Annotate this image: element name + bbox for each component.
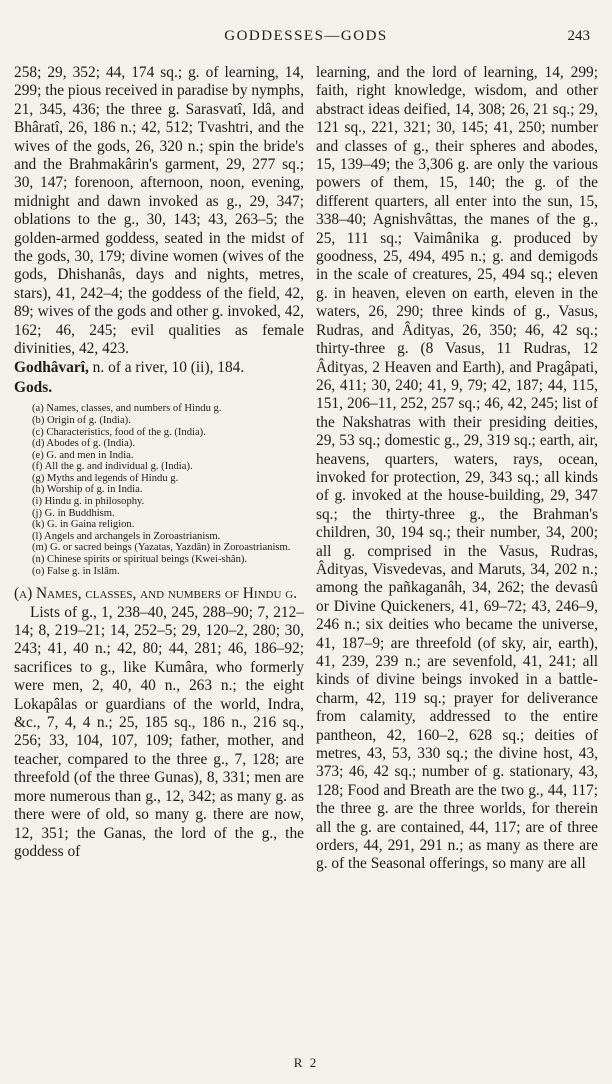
toc-item: (m) G. or sacred beings (Yazatas, Yazdân) in Zoroastrianism. [32,542,291,554]
toc-item: (b) Origin of g. (India). [32,414,131,426]
godhavari-entry [14,359,304,377]
toc-item: (k) G. in Gaina religion. [32,519,135,531]
running-title: GODDESSES—GODS [224,28,388,44]
gods-heading: Gods. [14,378,53,396]
godhavari-text: n. of a river, 10 (ii), 184. [88,358,245,376]
left-column [14,64,304,861]
toc-item: (i) Hindu g. in philosophy. [32,496,145,508]
gods-subdivision-list [14,403,304,577]
toc-item: (e) G. and men in India. [32,449,134,461]
section-a-text: Lists of g., 1, 238–40, 245, 288–90; 7, 212–14; 8, 219–21; 14, 252–5; 29, 120–2, 280; 30, 243; 41, 40 n.; 42, 80; 44, 281; 46, 186–92; sacrifices to g., like Kumâra, who formerly were men, 2, 40, 40 n., 263 n.; the eight Lokapâlas or guardians of the world, Indra, &c., 7, 4, 4 n.; 25, 185 sq., 186 n., 216 sq., 256; 33, 104, 107, 109; father, mother, and teacher, compared to the three g., 7, 128; are threefold (of the three Gunas), 8, 331; men are more numerous than g., 12, 342; as many g. as there were of old, so many g. there are now, 12, 351; the Ganas, the lord of the g., the goddess of [14,603,304,860]
toc-item: (j) G. in Buddhism. [32,507,115,519]
toc-item: (c) Characteristics, food of the g. (India). [32,426,206,438]
toc-item: (h) Worship of g. in India. [32,484,143,496]
running-head [0,28,612,50]
page-number: 243 [567,28,590,44]
toc-item: (l) Angels and archangels in Zoroastrianism. [32,530,221,542]
section-a-continued-text: learning, and the lord of learning, 14, 299; faith, right knowledge, wisdom, and other abstract ideas deified, 14, 308; 26, 21 sq.; 29, 121 sq., 221, 321; 30, 145; 41, 250; number and classes of g., their spheres and abodes, 15, 139–49; the 3,306 g. are only the various powers of them, 15, 140; the g. of the different quarters, all enter into the sun, 15, 338–40; Agnishvâttas, the manes of the g., 25, 111 sq.; Vaimânika g. produced by goodness, 25, 494, 495 n.; g. and demigods in the scale of creatures, 25, 494 sq.; eleven g. in heaven, eleven on earth, eleven in the waters, 26, 290; three kinds of g., Vasus, Rudras, and Âdityas, 26, 350; 46, 42 sq.; thirty-three g. (8 Vasus, 11 Rudras, 12 Âdityas, 2 Heaven and Earth), and Pragâpati, 26, 411; 30, 240; 41, 9, 79; 42, 187; 44, 115, 151, 206–11, 252, 257 sq.; 46, 42, 245; list of the Nakshatras with their presiding deities, 29, 53 sq.; domestic g., 29, 319 sq.; earth, air, heavens, quarters, waters, rays, ocean, invoked for protection, 29, 343 sq.; all kinds of g. invoked at the house-building, 29, 347 sq.; the thirty-three g., the Brahman's children, 30, 194 sq.; their number, 34, 200; all g. comprised in the Vasus, Rudras, Âdityas, Visvedevas, and Maruts, 34, 202 n.; among the pañkaganâh, 34, 262; the devasû or Divine Quickeners, 41, 69–72; 43, 246–9, 246 n.; six deities who became the universe, 41, 187–9; are threefold (of sky, air, earth), 41, 239, 239 n.; are sevenfold, 41, 241; all kinds of divine beings invoked in a battle-charm, 42, 119 sq.; prayer for deliverance from calamity, addressed to the entire pantheon, 42, 160–2, 628 sq.; deities of metres, 43, 53, 330 sq.; the divine host, 43, 373; 46, 42 sq.; number of g. stationary, 43, 128; Food and Breath are the two g., 44, 117; the three g. are the three worlds, for therein all the g. are contained, 44, 117; are of three orders, 44, 291, 291 n.; as many as there are g. of the Seasonal offerings, so many are all [316,64,598,873]
toc-item: (f) All the g. and individual g. (India). [32,461,193,473]
toc-item: (g) Myths and legends of Hindu g. [32,472,179,484]
section-a-heading: (a) Names, classes, and numbers of Hindu g. [14,585,298,603]
right-column [316,64,598,874]
toc-item: (o) False g. in Islâm. [32,565,120,577]
goddesses-continued-text: 258; 29, 352; 44, 174 sq.; g. of learning, 14, 299; the pious received in paradise by nymphs, 21, 345, 436; the three g. Sarasvatî, Idâ, and Bhâratî, 26, 186 n.; 42, 512; Tvashtri, and the wives of the gods, 26, 320 n.; spin the bride's and the Brahmakârin's garment, 29, 277 sq.; 30, 147; forenoon, afternoon, noon, evening, midnight and dawn invoked as g., 29, 347; oblations to the g., 30, 143; 43, 263–5; the golden-armed goddess, seated in the midst of the gods, 30, 179; divine women (wives of the gods, Dhishanâs, days and nights, metres, stars), 41, 242–4; the goddess of the field, 42, 89; wives of the gods and other g. invoked, 42, 162; 46, 245; evil qualities as female divinities, 42, 423. [14,64,304,358]
toc-item: (d) Abodes of g. (India). [32,438,135,450]
signature-mark: R 2 [293,1055,319,1070]
toc-item: (a) Names, classes, and numbers of Hindu g. [32,403,222,415]
toc-item: (n) Chinese spirits or spiritual beings (Kwei-shân). [32,554,248,566]
godhavari-heading: Godhâvarî, [14,358,89,376]
